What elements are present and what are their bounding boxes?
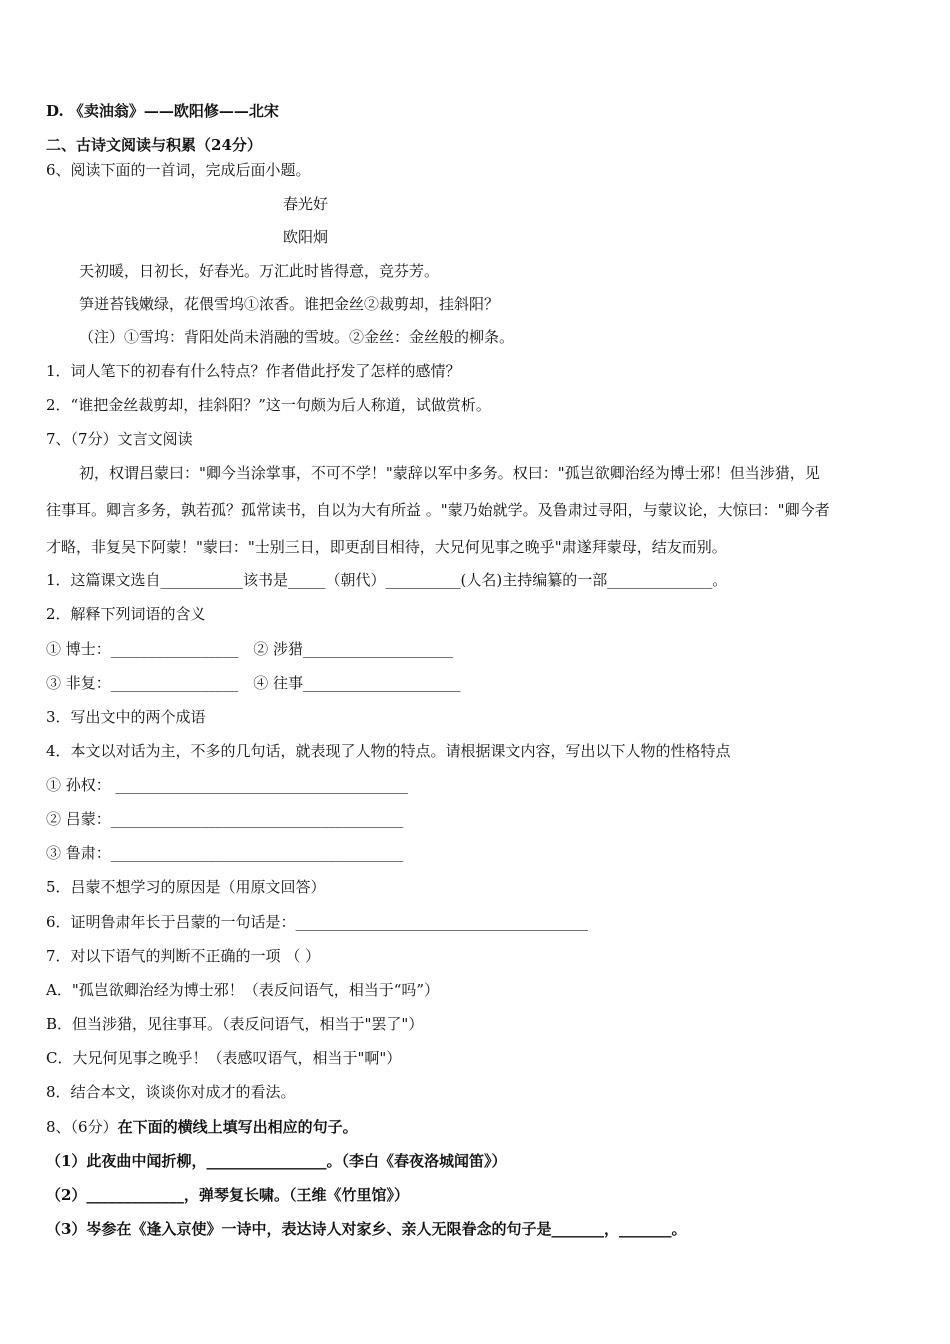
section-title: 二、古诗文阅读与积累（24分）: [46, 136, 262, 154]
q7-sub-4: 4．本文以对话为主，不多的几句话，就表现了人物的特点。请根据课文内容，写出以下人物的性格特点: [46, 742, 731, 760]
q7-sub-6: 6．证明鲁肃年长于吕蒙的一句话是：_______________________________________: [46, 913, 589, 931]
q7-sub-2: 2．解释下列词语的含义: [46, 605, 206, 623]
poem-line-1: 天初暖，日初长，好春光。万汇此时皆得意，竞芬芳。: [79, 262, 440, 280]
passage-line-3: 才略，非复吴下阿蒙！"蒙曰："士别三日，即更刮目相待，大兄何见事之晚乎"肃遂拜蒙母，结友而别。: [46, 538, 727, 556]
poem-note: （注）①雪坞：背阳处尚未消融的雪坡。②金丝：金丝般的柳条。: [79, 328, 515, 346]
question-8-instruction: 在下面的横线上填写出相应的句子。: [117, 1118, 358, 1136]
q8-item-2: （2）_____________，弹琴复长啸。（王维《竹里馆》）: [46, 1186, 409, 1204]
question-6-stem: 6、阅读下面的一首词，完成后面小题。: [46, 161, 311, 179]
question-8-title: [46, 1117, 358, 1137]
q7-sub-8: 8．结合本文，谈谈你对成才的看法。: [46, 1083, 296, 1101]
option-d: D. 《卖油翁》——欧阳修——北宋: [46, 102, 279, 120]
q7-sub-7: 7．对以下语气的判断不正确的一项 （ ）: [46, 947, 321, 965]
passage-line-2: 往事耳。卿言多务，孰若孤？孤常读书，自以为大有所益 。"蒙乃始就学。及鲁肃过寻阳，与蒙议论，大惊曰："卿今者: [46, 501, 830, 519]
q8-item-3: （3）岑参在《逢入京使》一诗中，表达诗人对家乡、亲人无限眷念的句子是_______，_______。: [46, 1220, 687, 1238]
q6-sub-1: 1．词人笔下的初春有什么特点？作者借此抒发了怎样的感情？: [46, 362, 461, 380]
poem-title: 春光好: [283, 195, 329, 213]
q7-option-b: B．但当涉猎，见往事耳。（表反问语气，相当于"罢了"）: [46, 1015, 424, 1033]
q7-sub-2-row-1: ① 博士：_________________ ② 涉猎____________________: [46, 640, 454, 658]
q7-sub-5: 5．吕蒙不想学习的原因是（用原文回答）: [46, 878, 326, 896]
poem-author: 欧阳炯: [283, 228, 329, 246]
q7-sub-2-row-2: ③ 非复：_________________ ④ 往事_____________________: [46, 674, 461, 692]
q7-sub-3: 3．写出文中的两个成语: [46, 708, 206, 726]
passage-line-1: 初，权谓吕蒙曰："卿今当涂掌事，不可不学！"蒙辞以军中多务。权曰："孤岂欲卿治经为博士邪！但当涉猎，见: [79, 464, 820, 482]
q6-sub-2: 2．“谁把金丝裁剪却，挂斜阳？”这一句颇为后人称道，试做赏析。: [46, 396, 491, 414]
q7-sub-4-sunquan: ① 孙权： _______________________________________: [46, 776, 409, 794]
poem-line-2: 笋迸苔钱嫩绿，花偎雪坞①浓香。谁把金丝②裁剪却，挂斜阳？: [79, 295, 500, 313]
q7-sub-1: 1．这篇课文选自___________该书是_____（朝代）__________(人名)主持编纂的一部______________。: [46, 571, 728, 589]
q7-sub-4-lusu: ③ 鲁肃：_______________________________________: [46, 844, 404, 862]
q7-option-a: A．"孤岂欲卿治经为博士邪！（表反问语气，相当于“吗”）: [46, 981, 440, 999]
q7-sub-4-lvmeng: ② 吕蒙：_______________________________________: [46, 810, 404, 828]
question-7-title: 7、（7分）文言文阅读: [46, 430, 193, 448]
question-8-number: 8、（6分）: [46, 1118, 118, 1136]
q7-option-c: C．大兄何见事之晚乎！（表感叹语气，相当于"啊"）: [46, 1049, 402, 1067]
q8-item-1: （1）此夜曲中闻折柳，________________。（李白《春夜洛城闻笛》）: [46, 1152, 507, 1170]
